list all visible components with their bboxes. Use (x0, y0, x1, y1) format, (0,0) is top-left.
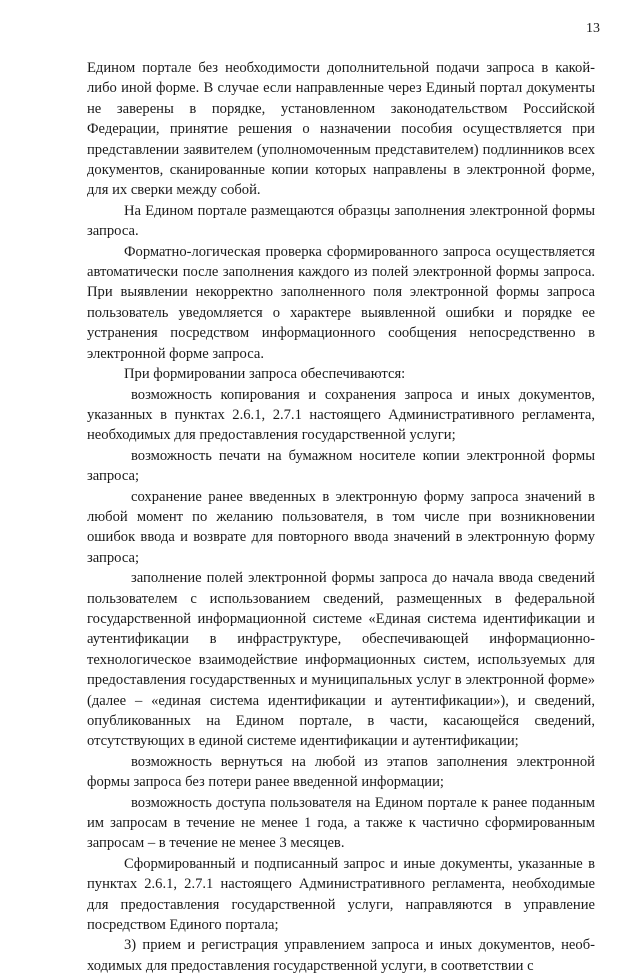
list-item: возможность вернуться на любой из этапов заполнения электронной формы запроса без потери ранее введенной информации; (87, 753, 595, 791)
paragraph: На Едином портале размещаются образцы заполнения электронной формы запроса. (87, 202, 595, 240)
paragraph: Сформированный и подписанный запрос и иные документы, указанные в пунктах 2.6.1, 2.7.1 настоящего Административного регламента, необходимые для предоставления государственной услуги, направляются в управление посредством Единого портала; (87, 855, 595, 934)
list-item: сохранение ранее введенных в электронную форму запроса значений в любой момент по желанию пользователя, в том числе при возникновении ошибок ввода и возврате для повторного ввода значений в электронную форму запроса; (87, 488, 595, 566)
paragraph: Едином портале без необходимости дополнительной подачи запроса в какой-либо иной форме. В случае если направленные через Единый портал документы не заверены в порядке, установленном законодательством Российской Федерации, принятие решения о назначении пособия осуществляется при представлении заявителем (уполномоченным представителем) подлинников всех документов, сканированные копии которых направлены в электронной форме, для их сверки между собой. (87, 60, 595, 199)
list-item: возможность печати на бумажном носителе копии электронной формы запроса; (87, 447, 595, 485)
list-item: возможность копирования и сохранения запроса и иных документов, указанных в пунктах 2.6.1, 2.7.1 настоящего Административного регламента, необходимых для предоставления государственной услуги; (87, 386, 595, 444)
paragraph: Форматно-логическая проверка сформированного запроса осуществляется автоматически после заполнения каждого из полей электронной формы запроса. При выявлении некорректно заполненного поля электронной формы запроса пользователь уведомляется о характере выявленной ошибки и порядке ее устранения посредством информационного сообщения непосредственно в электронной форме запроса. (87, 243, 595, 362)
body-text (87, 58, 595, 976)
list-item: возможность доступа пользователя на Едином портале к ранее поданным им запросам в течение не менее 1 года, а также к частично сформированным запросам – в течение не менее 3 месяцев. (87, 794, 595, 852)
paragraph: 3) прием и регистрация управлением запроса и иных документов, необходимых для предоставления государственной услуги, в соответствии с (87, 937, 595, 974)
page-number: 13 (586, 21, 600, 36)
list-item: заполнение полей электронной формы запроса до начала ввода сведений пользователем с использованием сведений, размещенных в федеральной государственной информационной системе «Единая система идентификации и аутентификации в инфраструктуре, обеспечивающей информационно-технологическое взаимодействие информационных систем, используемых для предоставления государственных и муниципальных услуг в электронной форме» (далее – «единая система идентификации и аутентификации»), и сведений, опубликованных на Едином портале, в части, касающейся сведений, отсутствующих в единой системе идентификации и аутентификации; (87, 570, 595, 750)
paragraph: При формировании запроса обеспечиваются: (124, 366, 406, 383)
